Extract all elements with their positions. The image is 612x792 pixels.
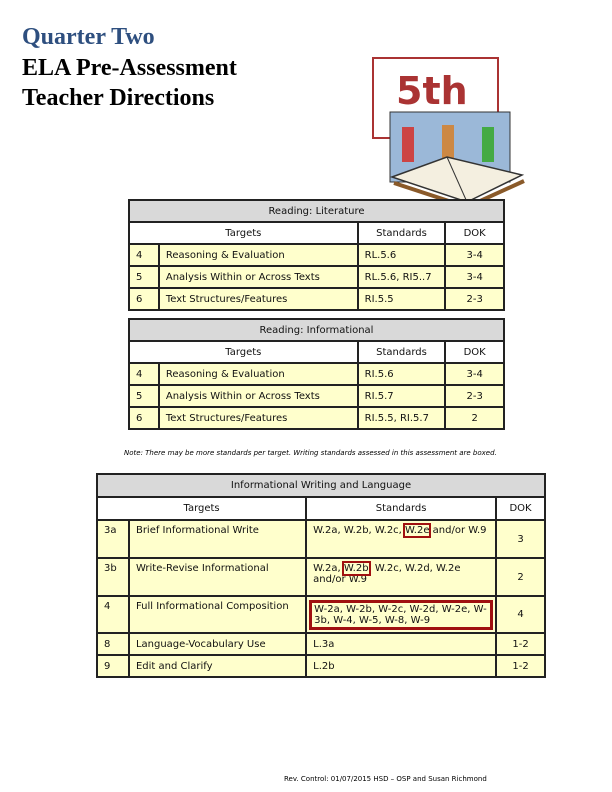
directions-title: Teacher Directions — [22, 85, 215, 111]
standards-text: W.2a, W.2b, W.2c, — [313, 525, 406, 536]
header-standards: Standards — [358, 222, 446, 244]
target-number: 3a — [97, 520, 129, 558]
standards: L.3a — [306, 633, 496, 655]
reading-literature-table — [128, 199, 505, 311]
standards: L.2b — [306, 655, 496, 677]
target-number: 8 — [97, 633, 129, 655]
table-caption: Informational Writing and Language — [97, 474, 545, 497]
target-name: Write-Revise Informational — [129, 558, 306, 596]
standards — [306, 596, 496, 633]
table-row — [129, 244, 504, 266]
header-standards: Standards — [306, 497, 496, 520]
boxed-standard: W.2e — [405, 525, 430, 536]
target-number: 4 — [129, 363, 159, 385]
header-dok: DOK — [445, 341, 504, 363]
target-number: 4 — [129, 244, 159, 266]
header-targets: Targets — [129, 222, 358, 244]
header-targets: Targets — [129, 341, 358, 363]
table-row — [97, 558, 545, 596]
informational-writing-table — [96, 473, 546, 678]
target-name: Analysis Within or Across Texts — [159, 266, 358, 288]
table-row — [129, 407, 504, 429]
boxed-standard: W-2a, W-2b, W-2c, W-2d, W-2e, W-3b, W-4, W-5, W-8, W-9 — [309, 600, 493, 630]
dok: 3-4 — [445, 244, 504, 266]
target-number: 4 — [97, 596, 129, 633]
table-row — [97, 655, 545, 677]
target-number: 5 — [129, 266, 159, 288]
standards: RI.5.7 — [358, 385, 446, 407]
target-name: Edit and Clarify — [129, 655, 306, 677]
standards — [306, 558, 496, 596]
target-name: Reasoning & Evaluation — [159, 244, 358, 266]
target-name: Full Informational Composition — [129, 596, 306, 633]
header-targets: Targets — [97, 497, 306, 520]
table-caption: Reading: Literature — [129, 200, 504, 222]
dok: 3-4 — [445, 266, 504, 288]
dok: 2 — [445, 407, 504, 429]
dok: 2-3 — [445, 385, 504, 407]
target-name: Language-Vocabulary Use — [129, 633, 306, 655]
standards: RL.5.6 — [358, 244, 446, 266]
standards: RI.5.6 — [358, 363, 446, 385]
target-number: 9 — [97, 655, 129, 677]
target-name: Text Structures/Features — [159, 407, 358, 429]
dok: 1-2 — [496, 655, 545, 677]
table-row — [129, 363, 504, 385]
table-row — [129, 266, 504, 288]
target-number: 6 — [129, 288, 159, 310]
standards — [306, 520, 496, 558]
boxed-standard: W.2b — [343, 563, 369, 574]
table-row — [97, 520, 545, 558]
standards: RI.5.5, RI.5.7 — [358, 407, 446, 429]
assessment-title: ELA Pre-Assessment — [22, 55, 237, 81]
target-name: Reasoning & Evaluation — [159, 363, 358, 385]
header-dok: DOK — [445, 222, 504, 244]
header-standards: Standards — [358, 341, 446, 363]
table-row — [97, 596, 545, 633]
standards-text: , W.2c, W.2d, W.2e and/or W.9 — [313, 563, 461, 585]
dok: 1-2 — [496, 633, 545, 655]
grade-clipart — [372, 57, 527, 207]
dok: 3-4 — [445, 363, 504, 385]
footer-rev-control: Rev. Control: 01/07/2015 HSD – OSP and Susan Richmond — [284, 775, 487, 783]
reading-informational-table — [128, 318, 505, 430]
standards-text: W.2a, — [313, 563, 344, 574]
header-dok: DOK — [496, 497, 545, 520]
target-name: Brief Informational Write — [129, 520, 306, 558]
target-number: 5 — [129, 385, 159, 407]
target-number: 6 — [129, 407, 159, 429]
quarter-title: Quarter Two — [22, 24, 155, 50]
table-row — [97, 633, 545, 655]
table-row — [129, 288, 504, 310]
target-name: Analysis Within or Across Texts — [159, 385, 358, 407]
target-number: 3b — [97, 558, 129, 596]
standards-text: and/or W.9 — [429, 525, 487, 536]
dok: 2 — [496, 558, 545, 596]
table-caption: Reading: Informational — [129, 319, 504, 341]
standards: RL.5.6, RI5..7 — [358, 266, 446, 288]
dok: 2-3 — [445, 288, 504, 310]
note-text: Note: There may be more standards per target. Writing standards assessed in this assessment are boxed. — [124, 449, 497, 457]
standards: RI.5.5 — [358, 288, 446, 310]
target-name: Text Structures/Features — [159, 288, 358, 310]
table-row — [129, 385, 504, 407]
dok: 4 — [496, 596, 545, 633]
grade-badge: 5th — [396, 69, 468, 113]
dok: 3 — [496, 520, 545, 558]
